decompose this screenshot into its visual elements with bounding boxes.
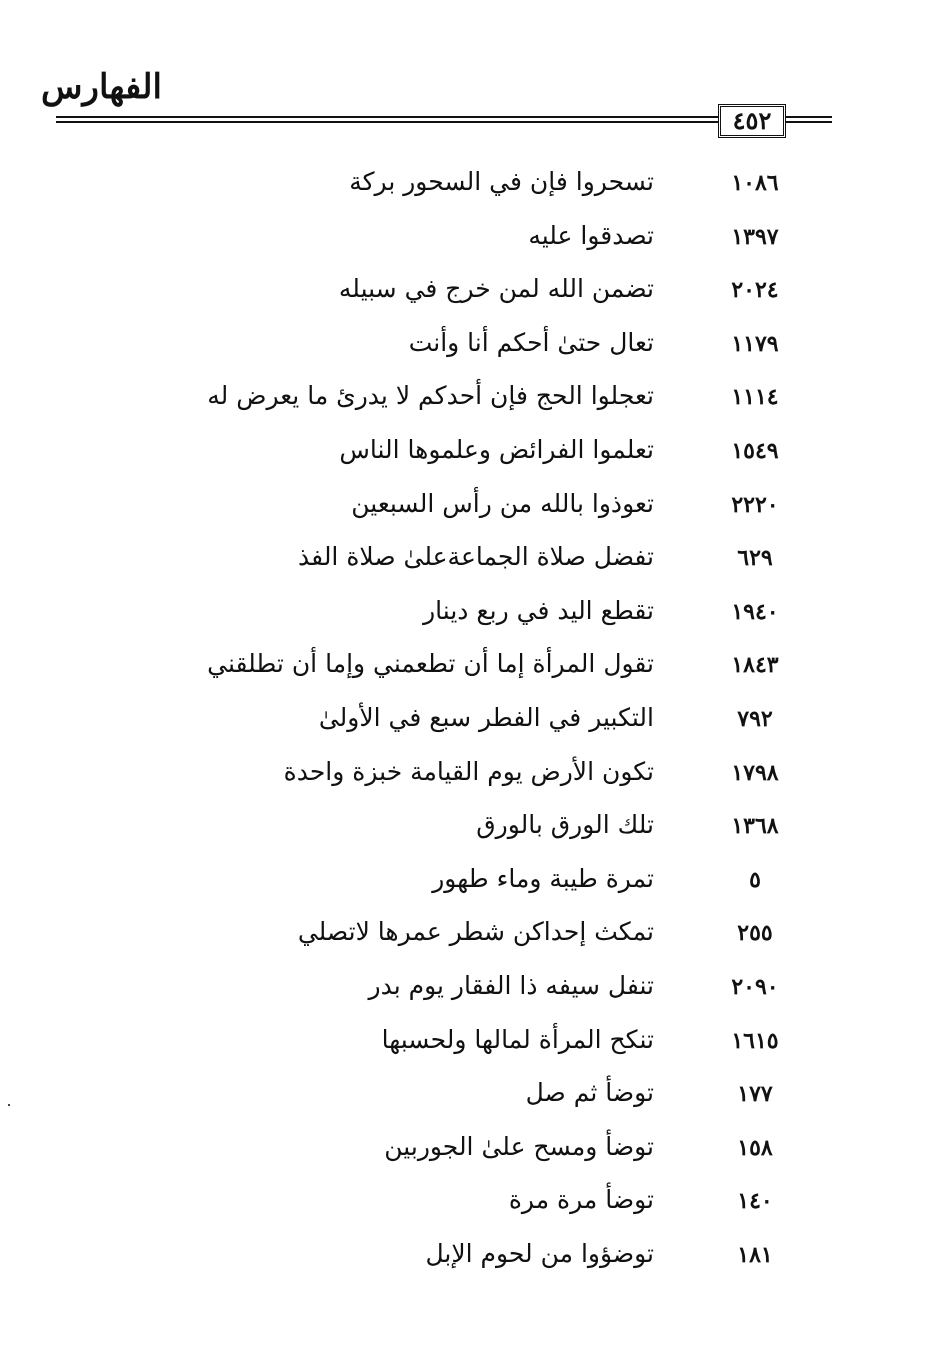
section-title: الفهارس [41, 67, 162, 107]
index-entry [0, 1069, 930, 1123]
entry-number: ١٨١ [737, 1241, 773, 1268]
entry-text: تمرة طيبة وماء طهور [432, 863, 654, 893]
entry-text: تنفل سيفه ذا الفقار يوم بدر [368, 970, 654, 1000]
entry-text: توضؤوا من لحوم الإبل [425, 1238, 654, 1268]
header-rule [786, 116, 832, 118]
entry-text: تضمن الله لمن خرج في سبيله [338, 274, 654, 304]
entry-number: ١١٧٩ [731, 330, 779, 357]
entry-number: ١١١٤ [731, 384, 779, 411]
index-entry [0, 962, 930, 1016]
index-entry [0, 212, 930, 266]
entry-text: تنكح المرأة لمالها ولحسبها [381, 1024, 654, 1054]
entry-number: ١٥٨ [737, 1134, 773, 1161]
index-entry [0, 158, 930, 212]
entry-text: التكبير في الفطر سبع في الأولىٰ [318, 702, 654, 732]
index-entry [0, 640, 930, 694]
index-entry [0, 372, 930, 426]
index-entry [0, 694, 930, 748]
entry-number: ٥ [749, 866, 761, 893]
entry-number: ١٠٨٦ [731, 170, 779, 196]
entry-number: ١٩٤٠ [731, 598, 779, 625]
entry-number: ٢٥٥ [737, 920, 773, 947]
entry-number: ١٥٤٩ [731, 437, 779, 464]
entry-text: تعلموا الفرائض وعلموها الناس [339, 434, 654, 464]
entry-number: ١٣٩٧ [731, 223, 779, 250]
index-entry [0, 1230, 930, 1284]
entry-number: ٢٠٢٤ [731, 277, 779, 304]
page-header [0, 0, 930, 160]
entry-text: تقول المرأة إما أن تطعمني وإما أن تطلقني [207, 649, 654, 679]
entry-number: ١٦١٥ [731, 1027, 779, 1054]
index-entry [0, 1123, 930, 1177]
scan-speck [8, 1104, 10, 1106]
entry-text: تعجلوا الحج فإن أحدكم لا يدرئ ما يعرض له [207, 381, 654, 411]
entry-text: توضأ مرة مرة [508, 1185, 654, 1215]
entry-text: تعال حتىٰ أحكم أنا وأنت [408, 327, 654, 357]
page-number-box [718, 104, 786, 138]
entry-number: ١٨٤٣ [731, 652, 779, 679]
entry-number: ١٧٧ [737, 1081, 773, 1108]
entry-text: توضأ ومسح علىٰ الجوربين [384, 1131, 654, 1161]
index-entry [0, 908, 930, 962]
entry-number: ٢٢٢٠ [731, 491, 779, 518]
entry-number: ١٣٦٨ [731, 813, 779, 840]
index-list [0, 158, 930, 1283]
index-entry [0, 587, 930, 641]
header-rule [56, 116, 720, 118]
entry-number: ١٤٠ [737, 1188, 773, 1215]
index-entry [0, 533, 930, 587]
index-entry [0, 426, 930, 480]
entry-text: تكون الأرض يوم القيامة خبزة واحدة [283, 756, 654, 786]
index-entry [0, 1176, 930, 1230]
entry-text: تعوذوا بالله من رأس السبعين [351, 488, 654, 518]
entry-number: ٧٩٢ [737, 705, 773, 732]
index-entry [0, 801, 930, 855]
entry-text: تمكث إحداكن شطر عمرها لاتصلي [297, 917, 654, 947]
index-entry [0, 748, 930, 802]
index-entry [0, 319, 930, 373]
entry-number: ١٧٩٨ [731, 759, 779, 786]
page-number: ٤٥٢ [732, 106, 772, 135]
entry-text: تسحروا فإن في السحور بركة [349, 167, 654, 196]
entry-text: تلك الورق بالورق [476, 810, 654, 840]
index-entry [0, 480, 930, 534]
entry-number: ٦٢٩ [737, 545, 773, 572]
header-rule [786, 121, 832, 123]
header-rule [56, 121, 720, 123]
entry-text: تفضل صلاة الجماعةعلىٰ صلاة الفذ [298, 542, 654, 572]
entry-text: تقطع اليد في ربع دينار [423, 595, 654, 625]
entry-number: ٢٠٩٠ [731, 973, 779, 1000]
index-entry [0, 1016, 930, 1070]
entry-text: تصدقوا عليه [528, 220, 654, 250]
index-entry [0, 855, 930, 909]
entry-text: توضأ ثم صل [525, 1078, 654, 1108]
index-entry [0, 265, 930, 319]
